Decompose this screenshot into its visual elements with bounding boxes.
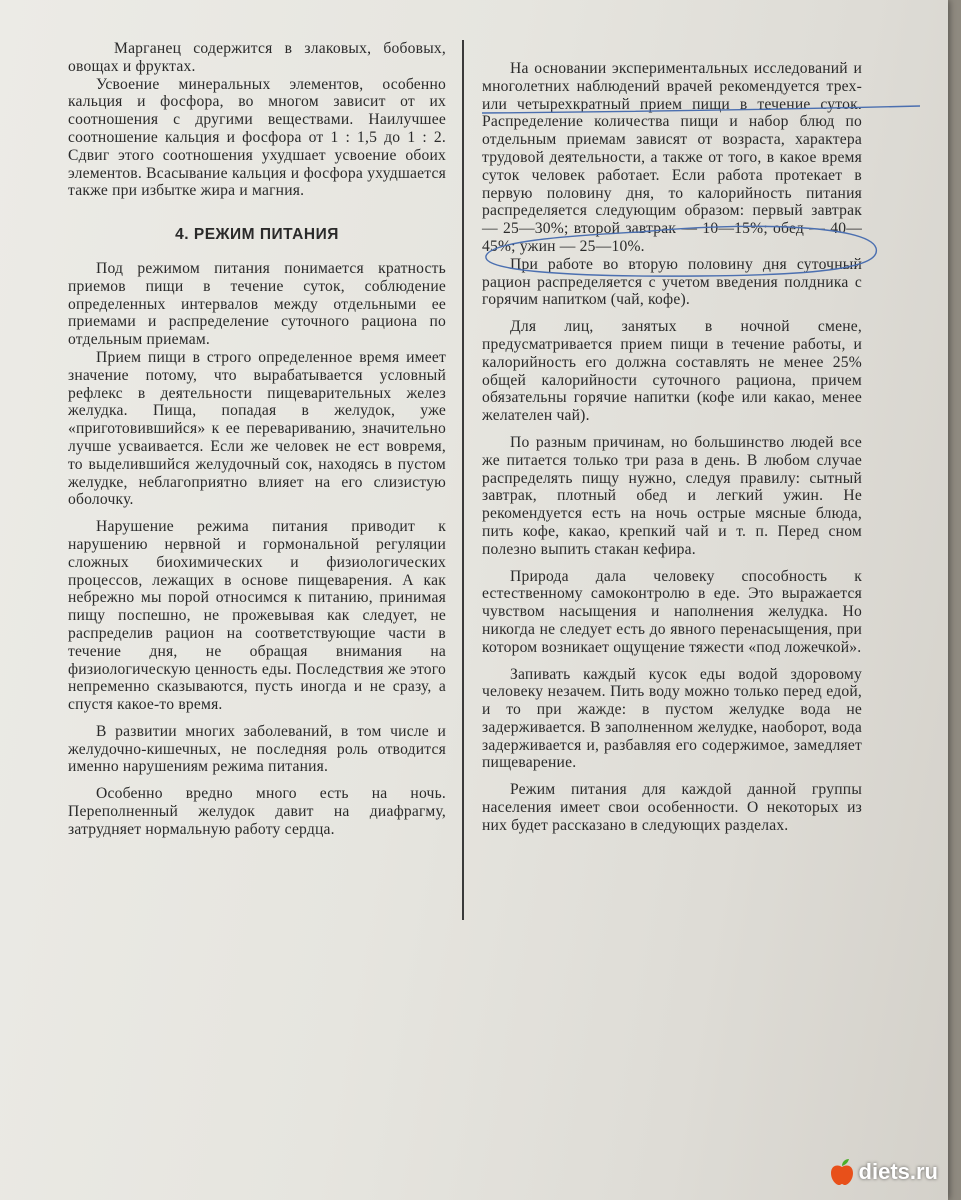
paragraph: Нарушение режима питания приводит к нарушению нервной и гормональной регуляции сложных биохимических и физиологических процессов, лежащих в основе пищеварения. А как небрежно мы порой относимся к питанию, принимая пищу поспешно, не прожевывая как следует, не распределив рацион на соответствующие части в течение дня, не обращая внимания на физиологическую ценность еды. Последствия же этого непременно сказываются, пусть иногда и не сразу, а спустя какое-то время.	[68, 518, 446, 714]
paragraph: При работе во вторую половину дня суточный рацион распределяется с учетом введения полдника с горячим напитком (чай, кофе).	[482, 255, 862, 309]
paragraph: Для лиц, занятых в ночной смене, предусматривается прием пищи в течение работы, и калорийность его должна составлять не менее 25% общей калорийности суточного рациона, причем обязательны горячие напитки (кофе или какао, менее желателен чай).	[482, 318, 862, 425]
paragraph: Запивать каждый кусок еды водой здоровому человеку незачем. Пить воду можно только перед едой, и то при жажде: в пустом желудке вода не задерживается. В заполненном желудке, наоборот, вода задерживается и, разбавляя его содержимое, замедляет пищеварение.	[482, 665, 862, 772]
section-heading: 4. РЕЖИМ ПИТАНИЯ	[175, 226, 339, 244]
apple-icon	[829, 1158, 855, 1186]
paragraph: Усвоение минеральных элементов, особенно кальция и фосфора, во многом зависит от их соотношения с другими веществами. Наилучшее соотношение кальция и фосфора от 1 : 1,5 до 1 : 2. Сдвиг этого соотношения ухудшает усвоение обоих элементов. Всасывание кальция и фосфора ухудшается также при избытке жира и магния.	[68, 75, 446, 200]
paragraph: Природа дала человеку способность к естественному самоконтролю в еде. Это выражается чувством насыщения и наполнения желудка. Но никогда не следует есть до явного перенасыщения, при котором возникает ощущение тяжести «под ложечкой».	[482, 567, 862, 656]
paragraph: Марганец содержится в злаковых, бобовых, овощах и фруктах.	[68, 40, 446, 75]
site-watermark	[829, 1158, 938, 1186]
paragraph: Прием пищи в строго определенное время имеет значение потому, что вырабатывается условный рефлекс в деятельности пищеварительных желез желудка. Пища, попадая в желудок, уже «приготовившийся» к ее перевариванию, значительно лучше усваивается. Если же человек не ест вовремя, то выделившийся желудочный сок, находясь в пустом желудке, неблагоприятно влияет на его слизистую оболочку.	[68, 348, 446, 509]
column-divider	[462, 40, 464, 920]
paragraph: Режим питания для каждой данной группы населения имеет свои особенности. О некоторых из них будет рассказано в следующих разделах.	[482, 781, 862, 834]
left-column	[68, 40, 446, 839]
paragraph: Особенно вредно много есть на ночь. Переполненный желудок давит на диафрагму, затрудняет нормальную работу сердца.	[68, 785, 446, 838]
paragraph: В развитии многих заболеваний, в том числе и желудочно-кишечных, не последняя роль отводится именно нарушениям режима питания.	[68, 722, 446, 776]
watermark-text: diets.ru	[858, 1159, 938, 1184]
paragraph: На основании экспериментальных исследований и многолетних наблюдений врачей рекомендуется трех- или четырехкратный прием пищи в течение суток. Распределение количества пищи и набор блюд по отдельным приемам зависят от возраста, характера трудовой деятельности, а также от того, в какое время суток человек работает. Если работа протекает в первую половину дня, то калорийность питания распределяется следующим образом: первый завтрак — 25—30%; второй завтрак — 10—15%; обед — 40—45%; ужин — 25—10%.	[482, 60, 862, 255]
paragraph: Под режимом питания понимается кратность приемов пищи в течение суток, соблюдение определенных интервалов между отдельными ее приемами и распределение суточного рациона по отдельным приемам.	[68, 259, 446, 349]
paragraph: По разным причинам, но большинство людей все же питается только три раза в день. В любом случае распределять пищу нужно, следуя правилу: сытный завтрак, плотный обед и легкий ужин. Не рекомендуется есть на ночь острые мясные блюда, пить кофе, какао, крепкий чай и т. п. Перед сном полезно выпить стакан кефира.	[482, 433, 862, 558]
right-column	[482, 40, 862, 835]
